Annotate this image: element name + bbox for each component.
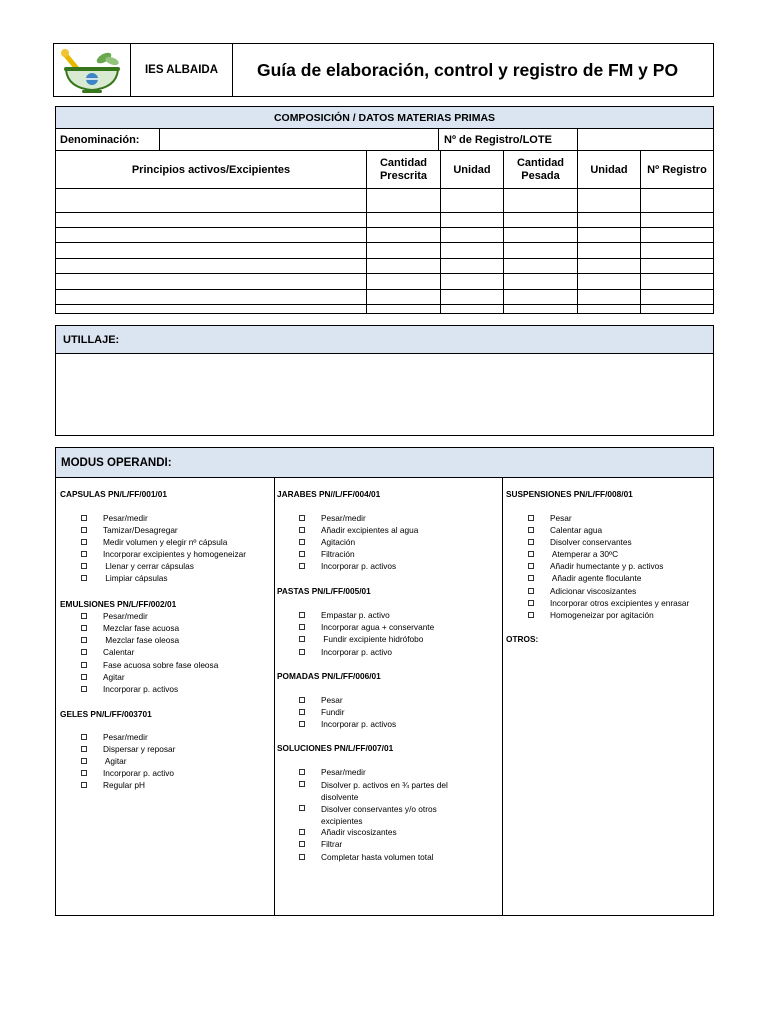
checkbox-icon[interactable]: [528, 527, 534, 533]
checkbox-icon[interactable]: [299, 697, 305, 703]
checkbox-icon[interactable]: [299, 636, 305, 642]
checkbox-icon[interactable]: [81, 782, 87, 788]
modus-column-1: CAPSULAS PN/L/FF/001/01 Pesar/medir Tamizar/Desagregar Medir volumen y elegir nº cápsula Incorporar excipientes y homogeneizar Llenar y cerrar cápsulas Limpiar cápsulas EMULSIONES PN/L/FF/002/01 Pesar/medir Mezclar fase acuosa Mezclar fase oleosa Calentar Fase acuosa sobre fase oleosa Agitar Incorporar p. activos GELES PN/L/FF/003701 Pesar/medir Dispersar y reposar Agitar Incorporar p. activo Regular pH: [56, 478, 275, 915]
modus-column-3: SUSPENSIONES PN/L/FF/008/01 Pesar Calentar agua Disolver conservantes Atemperar a 30ºC Añadir humectante y p. activos Añadir agente floculante Adicionar viscosizantes Incorporar otros excipientes y enrasar Homogeneizar por agitación OTROS:: [506, 489, 690, 644]
document-title: Guía de elaboración, control y registro de FM y PO: [257, 59, 679, 80]
col-registro: Nº Registro: [647, 163, 707, 176]
checkbox-icon[interactable]: [81, 734, 87, 740]
checkbox-icon[interactable]: [81, 563, 87, 569]
checkbox-icon[interactable]: [299, 649, 305, 655]
checkbox-icon[interactable]: [528, 563, 534, 569]
checkbox-icon[interactable]: [299, 624, 305, 630]
checkbox-icon[interactable]: [528, 539, 534, 545]
checkbox-icon[interactable]: [299, 841, 305, 847]
checkbox-icon[interactable]: [81, 758, 87, 764]
checkbox-icon[interactable]: [81, 527, 87, 533]
checkbox-icon[interactable]: [299, 781, 305, 787]
checkbox-icon[interactable]: [299, 805, 305, 811]
checkbox-icon[interactable]: [299, 854, 305, 860]
checkbox-icon[interactable]: [299, 709, 305, 715]
checkbox-icon[interactable]: [81, 637, 87, 643]
checkbox-icon[interactable]: [528, 600, 534, 606]
checkbox-icon[interactable]: [81, 649, 87, 655]
checkbox-icon[interactable]: [81, 770, 87, 776]
checkbox-icon[interactable]: [81, 551, 87, 557]
checkbox-icon[interactable]: [528, 575, 534, 581]
checkbox-icon[interactable]: [81, 575, 87, 581]
denominacion-row: [56, 129, 713, 151]
utillaje-field[interactable]: [56, 355, 713, 435]
logo-cell: [54, 44, 131, 96]
col-unidad-1: Unidad: [441, 151, 504, 189]
col-cantidad-pesada: Cantidad Pesada: [504, 151, 578, 189]
checkbox-icon[interactable]: [299, 721, 305, 727]
checkbox-icon[interactable]: [299, 539, 305, 545]
checkbox-icon[interactable]: [528, 612, 534, 618]
checkbox-icon[interactable]: [299, 829, 305, 835]
checkbox-icon[interactable]: [299, 612, 305, 618]
col-principios: Principios activos/Excipientes: [56, 151, 367, 189]
modus-operandi-section: [55, 447, 714, 916]
denominacion-label: Denominación:: [60, 133, 140, 146]
composition-table: [55, 106, 714, 314]
col-cantidad-prescrita: Cantidad Prescrita: [367, 151, 441, 189]
checkbox-icon[interactable]: [528, 551, 534, 557]
modus-operandi-title: MODUS OPERANDI:: [56, 448, 713, 478]
checkbox-icon[interactable]: [81, 613, 87, 619]
school-name: IES ALBAIDA: [131, 44, 233, 96]
checkbox-icon[interactable]: [81, 746, 87, 752]
section-capsulas: CAPSULAS PN/L/FF/001/01: [60, 489, 167, 499]
utillaje-title: UTILLAJE:: [56, 326, 713, 354]
utillaje-section: [55, 325, 714, 436]
section-pomadas: POMADAS PN/L/FF/006/01: [277, 671, 381, 681]
checkbox-icon[interactable]: [81, 674, 87, 680]
section-pastas: PASTAS PN/L/FF/005/01: [277, 586, 371, 596]
denominacion-field[interactable]: [160, 129, 438, 150]
section-emulsiones: EMULSIONES PN/L/FF/002/01: [60, 599, 177, 609]
checkbox-icon[interactable]: [81, 515, 87, 521]
col-unidad-2: Unidad: [578, 151, 641, 189]
modus-column-2: JARABES PN//L/FF/004/01 Pesar/medir Añadir excipientes al agua Agitación Filtración Incorporar p. activos PASTAS PN/L/FF/005/01 Empastar p. activo Incorporar agua + conservante Fundir excipiente hidrófobo Incorporar p. activo POMADAS PN/L/FF/006/01 Pesar Fundir Incorporar p. activos SOLUCIONES PN/L/FF/007/01 Pesar/medir Disolver p. activos en ¾ partes del disolvente Disolver conservantes y/o otros excipientes Añadir viscosizantes Filtrar Completar hasta volumen total: [275, 478, 503, 915]
checkbox-icon[interactable]: [81, 539, 87, 545]
section-geles: GELES PN/L/FF/003701: [60, 709, 152, 719]
checkbox-icon[interactable]: [81, 686, 87, 692]
section-soluciones: SOLUCIONES PN/L/FF/007/01: [277, 743, 394, 753]
checkbox-icon[interactable]: [81, 662, 87, 668]
registro-lote-field[interactable]: [578, 129, 713, 150]
section-otros: OTROS:: [506, 634, 539, 644]
checkbox-icon[interactable]: [81, 625, 87, 631]
checkbox-icon[interactable]: [299, 563, 305, 569]
checkbox-icon[interactable]: [528, 515, 534, 521]
checkbox-icon[interactable]: [299, 515, 305, 521]
registro-lote-label: Nº de Registro/LOTE: [444, 133, 552, 146]
document-header: [53, 43, 714, 97]
checkbox-icon[interactable]: [528, 588, 534, 594]
checkbox-icon[interactable]: [299, 527, 305, 533]
composition-body[interactable]: [56, 189, 713, 313]
column-headers: [56, 151, 713, 189]
mortar-pestle-icon: [54, 44, 131, 96]
section-suspensiones: SUSPENSIONES PN/L/FF/008/01: [506, 489, 633, 499]
section-jarabes: JARABES PN//L/FF/004/01: [277, 489, 381, 499]
composition-title: COMPOSICIÓN / DATOS MATERIAS PRIMAS: [56, 107, 713, 129]
checkbox-icon[interactable]: [299, 551, 305, 557]
checkbox-icon[interactable]: [299, 769, 305, 775]
